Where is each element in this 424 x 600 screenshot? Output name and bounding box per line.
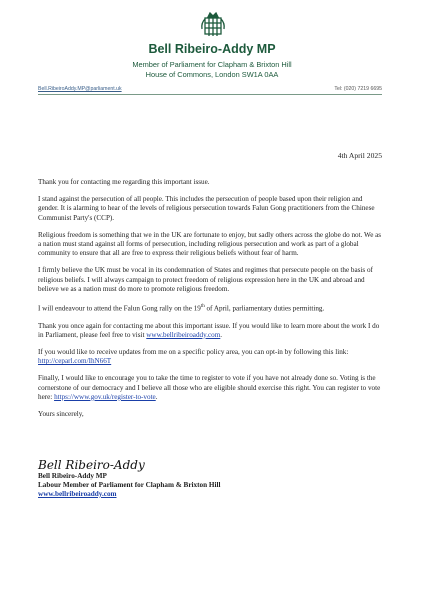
paragraph-text: I will endeavour to attend the Falun Gong rally on the 19 [38, 304, 201, 313]
constituency-line: Member of Parliament for Clapham & Brixton Hill [132, 60, 292, 69]
signature-text: Bell Ribeiro-Addy [38, 458, 145, 472]
paragraph: Thank you for contacting me regarding this important issue. [38, 178, 210, 186]
website-link[interactable]: www.bellribeiroaddy.com [146, 330, 221, 339]
portcullis-icon [199, 11, 227, 39]
signatory-name: Bell Ribeiro-Addy MP [38, 472, 107, 480]
email-link[interactable]: Bell.RibeiroAddy.MP@parliament.uk [38, 86, 122, 92]
signature-block [38, 472, 220, 499]
paragraph [38, 302, 384, 314]
opt-in-link[interactable]: http://ceparl.com/IhN66T [38, 357, 112, 366]
ordinal-suffix: th [200, 304, 205, 310]
telephone-number: Tel: (020) 7219 6695 [334, 86, 382, 92]
paragraph: I firmly believe the UK must be vocal in its condemnation of States and regimes that persecute people on the basis of religious beliefs. I will always campaign to protect freedom of religious expression here in the UK and abroad and believe we as a nation must do more to promote religious freedom. [38, 266, 373, 293]
paragraph: I stand against the persecution of all people. This includes the persecution of people based upon their religion and gender. It is alarming to hear of the levels of religious persecution towards Falun Gong practitioners from the Chinese Communist Party's (CCP). [38, 195, 375, 222]
closing-line: Yours sincerely, [38, 410, 84, 419]
letter-body [38, 178, 384, 427]
paragraph-text: . [220, 330, 223, 339]
signature-website-link[interactable]: www.bellribeiroaddy.com [38, 490, 117, 498]
paragraph-text: If you would like to receive updates from me on a specific policy area, you can opt-in by following this link: [38, 348, 349, 357]
paragraph: Religious freedom is something that we in the UK are fortunate to enjoy, but sadly others across the globe do not. We as a nation must stand against all forms of persecution, including religious persecution and work as part of a global community to ensure that all are free to express their religious beliefs without fear of harm. [38, 230, 382, 258]
paragraph-text: . [155, 392, 158, 401]
mp-name-heading: Bell Ribeiro-Addy MP [148, 42, 276, 56]
contact-row [38, 84, 382, 94]
letter-date: 4th April 2025 [337, 151, 382, 160]
header-divider [38, 94, 382, 95]
paragraph [38, 348, 384, 366]
register-to-vote-link[interactable]: https://www.gov.uk/register-to-vote [54, 392, 156, 401]
address-line: House of Commons, London SW1A 0AA [145, 70, 279, 79]
paragraph-text: Finally, I would like to encourage you to take the time to register to vote if you have not already done so. Voting is the cornerstone of our democracy and I believe all those who are eligible should exercise this right. You can register to vote here: [38, 374, 381, 401]
paragraph [38, 374, 384, 402]
paragraph-text: Thank you once again for contacting me about this important issue. If you would like to learn more about the work I do in Parliament, please feel free to visit [38, 321, 380, 339]
paragraph-text: of April, parliamentary duties permitting. [204, 304, 325, 313]
signatory-title: Labour Member of Parliament for Clapham & Brixton Hill [38, 481, 221, 489]
paragraph [38, 322, 384, 340]
